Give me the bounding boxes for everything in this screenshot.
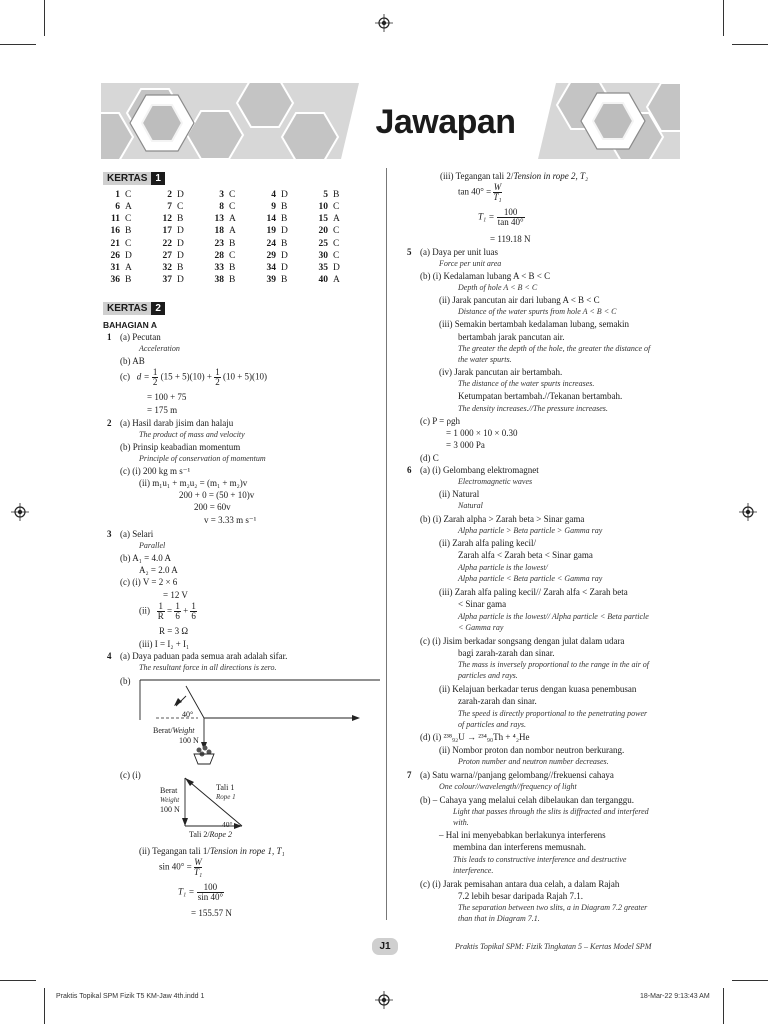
fraction [190, 602, 197, 621]
answer-line: (b) [120, 676, 131, 686]
equation-term: (15 + 5)(10) + [160, 371, 212, 382]
answer-row [103, 213, 363, 225]
answer-line: A₂ = 2.0 A [139, 565, 178, 575]
answer-line: = 119.18 N [490, 234, 531, 244]
answer-number: 4 [271, 190, 276, 200]
answer-letter: D [281, 250, 288, 261]
answer-row [103, 274, 363, 286]
answer-line: v = 3.33 m s⁻¹ [204, 515, 257, 525]
answer-line: (c) (i) [120, 770, 141, 780]
answer-line: (b) (i) Kedalaman lubang A < B < C [420, 271, 551, 281]
answer-letter: B [177, 262, 184, 273]
answer-text: (ii) Tegangan tali 1/ [139, 846, 210, 856]
answer-line [440, 171, 588, 183]
answer-letter: B [229, 262, 236, 273]
file-info: Praktis Topikal SPM Fizik T5 KM-Jaw 4th.indd 1 [56, 993, 205, 1000]
answer-number: 30 [318, 250, 328, 261]
fraction [174, 602, 181, 621]
answer-symbol: T₁ [276, 846, 285, 856]
timestamp: 18-Mar-22 9:13:43 AM [640, 993, 710, 1000]
answer-line: < Sinar gama [458, 599, 507, 609]
registration-mark-icon [11, 503, 29, 521]
answer-number: 29 [266, 250, 276, 261]
crop-mark [723, 988, 724, 1024]
answer-translation: particles and rays. [458, 671, 518, 680]
equation-term: sin 40° = [159, 861, 192, 872]
answer-number: 18 [214, 226, 224, 237]
answer-translation: One colour//wavelength//frequency of light [439, 782, 577, 791]
answer-number: 27 [162, 250, 172, 261]
answer-number: 8 [219, 202, 224, 213]
crop-mark [44, 988, 45, 1024]
kertas-2-label [103, 302, 165, 315]
answer-number: 20 [318, 226, 328, 237]
answer-line: (b) AB [120, 356, 145, 366]
answer-line: (c) (i) V = 2 × 6 [120, 577, 178, 587]
answer-number: 24 [266, 238, 276, 249]
answer-translation: < Gamma ray [458, 623, 504, 632]
answer-line: zarah-zarah dan sinar. [458, 696, 537, 706]
answer-line: (d) C [420, 453, 439, 463]
angle-label: 40° [182, 710, 194, 719]
answer-line: = 155.57 N [191, 908, 232, 918]
answer-number: 1 [115, 190, 120, 200]
answer-line: (ii) m₁u₁ + m₂u₂ = (m₁ + m₂)v [139, 478, 248, 488]
answer-row [103, 189, 363, 201]
answer-line [478, 208, 525, 227]
answer-number: 16 [110, 226, 120, 237]
answer-letter: B [229, 238, 236, 249]
crop-mark [732, 44, 768, 45]
answer-letter: C [229, 250, 236, 261]
weight-label-en: Weight [172, 726, 195, 735]
answer-translation: Alpha particle < Beta particle < Gamma ray [458, 574, 603, 583]
answer-row [103, 262, 363, 274]
equation-term: T₁ = [178, 886, 195, 897]
question-number: 1 [107, 332, 112, 342]
answer-translation: This leads to constructive interference and destructive [453, 855, 627, 864]
answer-number: 12 [162, 214, 172, 225]
question-number: 6 [407, 465, 412, 475]
answer-line [139, 846, 285, 858]
answer-letter: A [229, 226, 236, 237]
fraction [194, 858, 202, 877]
triangle-weight-en: Weight [160, 796, 180, 804]
answer-number: 40 [318, 275, 328, 286]
answer-number: 6 [115, 202, 120, 213]
answer-letter: B [281, 214, 288, 225]
page-number-badge: J1 [372, 938, 398, 955]
answer-row [103, 225, 363, 237]
numerator: 100 [197, 883, 224, 893]
denominator: T₁ [493, 192, 502, 202]
registration-mark-icon [375, 14, 393, 32]
rope-2-en: Rope 2 [209, 830, 232, 839]
answer-translation: Acceleration [139, 344, 180, 353]
answer-letter: D [281, 190, 288, 200]
answer-translation: Alpha particle > Beta particle > Gamma ray [458, 526, 603, 535]
answer-line: (ii) Natural [439, 489, 480, 499]
answer-letter: C [177, 202, 184, 213]
answer-translation: with. [453, 818, 469, 827]
answer-translation: The speed is directly proportional to the penetrating power [458, 709, 648, 718]
answer-line: (d) (i) ²³⁸₉₂U → ²³⁴₉₀Th + ⁴₂He [420, 732, 530, 742]
numerator: 1 [175, 601, 180, 611]
answer-letter: D [177, 190, 184, 200]
numerator: W [493, 182, 502, 192]
numerator: 1 [158, 601, 163, 611]
answer-letter: C [333, 226, 340, 237]
answer-number: 2 [167, 190, 172, 200]
answer-letter: D [333, 262, 340, 273]
answer-line: Ketumpatan bertambah.//Tekanan bertambah. [458, 391, 623, 401]
answer-letter: C [333, 250, 340, 261]
answer-letter: C [229, 202, 236, 213]
weight-label [153, 726, 194, 736]
answer-number: 26 [110, 250, 120, 261]
rope-2-label [189, 830, 232, 840]
answer-letter: C [125, 190, 132, 200]
answer-translation: Alpha particle is the lowest// Alpha particle < Beta particle [458, 612, 649, 621]
answer-symbol: T₂ [580, 171, 589, 181]
answer-letter: B [177, 214, 184, 225]
fraction [197, 883, 224, 902]
answer-number: 33 [214, 262, 224, 273]
kertas-1-text: KERTAS [103, 172, 151, 185]
answer-number: 25 [318, 238, 328, 249]
answer-translation: The density increases.//The pressure increases. [458, 404, 608, 413]
answer-line: membina dan interferens memusnah. [453, 842, 586, 852]
answer-line: (b) A₁ = 4.0 A [120, 553, 171, 563]
denominator: R [157, 611, 164, 621]
answer-letter: A [333, 214, 340, 225]
numerator: 100 [497, 208, 525, 218]
answer-number: 7 [167, 202, 172, 213]
answer-number: 32 [162, 262, 172, 273]
answer-letter: B [281, 202, 288, 213]
answer-number: 31 [110, 262, 120, 273]
answer-number: 15 [318, 214, 328, 225]
answer-letter: A [125, 262, 132, 273]
answer-number: 35 [318, 262, 328, 273]
kertas-2-text: KERTAS [103, 302, 151, 315]
answer-number: 19 [266, 226, 276, 237]
kertas-2-number: 2 [151, 302, 165, 315]
crop-mark [0, 980, 36, 981]
answer-translation: The greater the depth of the hole, the greater the distance of [458, 344, 651, 353]
numerator: 1 [215, 367, 220, 377]
answer-line: = 12 V [163, 590, 188, 600]
answer-letter: C [333, 202, 340, 213]
answer-translation: Tension in rope 2, [513, 171, 578, 181]
answer-letter: D [177, 275, 184, 286]
answer-line: (c) (i) Jarak pemisahan antara dua celah, a dalam Rajah [420, 879, 620, 889]
answer-line [458, 183, 502, 202]
answer-translation: Principle of conservation of momentum [139, 454, 266, 463]
answer-letter: D [177, 238, 184, 249]
answer-line: (ii) $\frac{1}{R}$ = $\frac{1}{6}$ + $\frac{1}{6}$ [139, 601, 196, 621]
answer-line: Zarah alfa < Zarah beta < Sinar gama [458, 550, 593, 560]
answer-line [120, 368, 267, 387]
answer-translation: the water spurts. [458, 355, 512, 364]
fraction [152, 368, 159, 387]
answer-translation: Alpha particle is the lowest/ [458, 563, 548, 572]
answer-translation: Parallel [139, 541, 166, 550]
answer-letter: A [333, 275, 340, 286]
fraction [157, 602, 165, 621]
answer-line: (iii) Semakin bertambah kedalaman lubang, semakin [439, 319, 629, 329]
answer-row [103, 238, 363, 250]
answer-number: 3 [219, 190, 224, 200]
answer-text: (iii) Tegangan tali 2/ [440, 171, 514, 181]
answer-line: (a) Daya paduan pada semua arah adalah sifar. [120, 651, 288, 661]
registration-mark-icon [739, 503, 757, 521]
answer-translation: Light that passes through the slits is diffracted and interfered [453, 807, 649, 816]
part-label: (c) [120, 371, 130, 382]
answer-number: 17 [162, 226, 172, 237]
numerator: W [194, 857, 202, 867]
triangle-force-label: 100 N [160, 805, 180, 814]
answer-number: 21 [110, 238, 120, 249]
answer-letter: C [229, 190, 236, 200]
answer-translation: interference. [453, 866, 494, 875]
weight-label-ms: Berat/ [153, 726, 173, 735]
answer-number: 11 [111, 214, 120, 225]
triangle-weight-label: Berat [160, 786, 178, 795]
answer-number: 34 [266, 262, 276, 273]
answer-line: = 1 000 × 10 × 0.30 [446, 428, 518, 438]
answer-line: (a) Daya per unit luas [420, 247, 498, 257]
crop-mark [732, 980, 768, 981]
answer-row [103, 250, 363, 262]
answer-translation: The product of mass and velocity [139, 430, 245, 439]
answer-line [178, 883, 224, 902]
answer-line: R = 3 Ω [159, 626, 189, 636]
answer-letter: D [177, 226, 184, 237]
answer-number: 39 [266, 275, 276, 286]
answer-line: (ii) Zarah alfa paling kecil/ [439, 538, 536, 548]
answer-line: 200 + 0 = (50 + 10)v [179, 490, 255, 500]
answer-line: (iii) I = I₂ + I₁ [139, 639, 190, 649]
answer-line: (b) – Cahaya yang melalui celah dibelaukan dan terganggu. [420, 795, 635, 805]
question-number: 2 [107, 418, 112, 428]
answer-letter: D [177, 250, 184, 261]
answer-letter: D [281, 226, 288, 237]
crop-mark [44, 0, 45, 36]
answer-line [159, 858, 202, 877]
answer-line: bagi zarah-zarah dan sinar. [458, 648, 555, 658]
fraction [493, 183, 501, 202]
rope-1-en: Rope 1 [216, 793, 236, 801]
fraction [214, 368, 221, 387]
fraction [497, 208, 525, 227]
answer-translation: of particles and rays. [458, 720, 526, 729]
answer-letter: D [125, 250, 132, 261]
numerator: 1 [191, 601, 196, 611]
answer-letter: A [125, 202, 132, 213]
numerator: 1 [152, 367, 158, 377]
answer-letter: B [125, 226, 132, 237]
answer-letter: B [229, 275, 236, 286]
section-heading: BAHAGIAN A [103, 320, 157, 330]
answer-translation: Depth of hole A < B < C [458, 283, 538, 292]
denominator: 2 [152, 377, 158, 387]
answer-row [103, 201, 363, 213]
denominator: 2 [215, 377, 220, 387]
crop-mark [0, 44, 36, 45]
answer-line: 7.2 lebih besar daripada Rajah 7.1. [458, 891, 583, 901]
answer-translation: than that in Diagram 7.1. [458, 914, 540, 923]
triangle-angle-label: 40° [222, 820, 233, 829]
answer-letter: B [333, 190, 340, 200]
weight-basket-icon [194, 746, 214, 765]
answer-letter: C [125, 238, 132, 249]
question-number: 4 [107, 651, 112, 661]
rope-2-ms: Tali 2/ [189, 830, 210, 839]
page-title: Jawapan [375, 103, 516, 141]
equation-term: (10 + 5)(10) [222, 371, 268, 382]
answer-letter: B [281, 275, 288, 286]
force-diagram-4b [138, 676, 383, 768]
answer-letter: D [281, 262, 288, 273]
question-number: 7 [407, 770, 412, 780]
denominator: sin 40° [197, 892, 224, 902]
denominator: 6 [175, 611, 180, 621]
answer-line: (a) Selari [120, 529, 154, 539]
title-banner [101, 83, 680, 159]
rope-1-label: Tali 1 [216, 783, 235, 792]
question-number: 5 [407, 247, 412, 257]
answer-translation: The resultant force in all directions is zero. [139, 663, 277, 672]
answer-line: = 175 m [147, 405, 178, 415]
answer-line: – Hal ini menyebabkan berlakunya interferens [439, 830, 606, 840]
answer-translation: The distance of the water spurts increases. [458, 379, 595, 388]
answer-letter: B [281, 238, 288, 249]
answer-line: = 3 000 Pa [446, 440, 485, 450]
answer-line: (iv) Jarak pancutan air bertambah. [439, 367, 563, 377]
part-label: (ii) [139, 605, 150, 616]
denominator: 6 [191, 611, 196, 621]
question-number: 3 [107, 529, 112, 539]
answer-translation: Tension in rope 1, [209, 846, 275, 856]
force-triangle-diagram [180, 774, 248, 832]
answer-letter: C [333, 238, 340, 249]
answer-number: 37 [162, 275, 172, 286]
equation-term: T₁ = [478, 211, 495, 222]
answer-number: 36 [110, 275, 120, 286]
answer-number: 13 [214, 214, 224, 225]
answer-line: (a) Hasil darab jisim dan halaju [120, 418, 234, 428]
answer-table [103, 189, 363, 286]
answer-line: (c) P = ρgh [420, 416, 460, 426]
answer-number: 28 [214, 250, 224, 261]
equation-term: d = [136, 371, 150, 382]
answer-translation: The separation between two slits, a in Diagram 7.2 greater [458, 903, 648, 912]
answer-translation: The mass is inversely proportional to the range in the air of [458, 660, 650, 669]
answer-translation: Natural [458, 501, 483, 510]
answer-line: 200 = 60v [194, 502, 231, 512]
kertas-1-number: 1 [151, 172, 165, 185]
answer-line: (iii) Zarah alfa paling kecil// Zarah alfa < Zarah beta [439, 587, 628, 597]
crop-mark [723, 0, 724, 36]
answer-line: (c) (i) Jisim berkadar songsang dengan julat dalam udara [420, 636, 625, 646]
kertas-1-label [103, 172, 165, 185]
answer-line: (b) (i) Zarah alpha > Zarah beta > Sinar gama [420, 514, 585, 524]
denominator: tan 40° [497, 217, 524, 227]
answer-line: (ii) Jarak pancutan air dari lubang A < B < C [439, 295, 600, 305]
answer-number: 9 [271, 202, 276, 213]
answer-translation: Force per unit area [439, 259, 502, 268]
answer-line: (a) Pecutan [120, 332, 161, 342]
equation-term: tan 40° = [458, 186, 492, 197]
registration-mark-icon [375, 991, 393, 1009]
answer-letter: B [125, 275, 132, 286]
answer-translation: Electromagnetic waves [458, 477, 533, 486]
force-label: 100 N [179, 736, 199, 745]
answer-line: (a) Satu warna//panjang gelombang//frekuensi cahaya [420, 770, 614, 780]
answer-number: 14 [266, 214, 276, 225]
answer-line: (ii) Kelajuan berkadar terus dengan kuasa penembusan [439, 684, 637, 694]
answer-line: (ii) Nombor proton dan nombor neutron berkurang. [439, 745, 625, 755]
column-divider [386, 168, 387, 920]
answer-line: (c) (i) 200 kg m s⁻¹ [120, 466, 191, 476]
answer-line: = 100 + 75 [147, 392, 187, 402]
answer-line: (b) Prinsip keabadian momentum [120, 442, 241, 452]
denominator: T₁ [193, 867, 203, 877]
answer-number: 38 [214, 275, 224, 286]
answer-number: 22 [162, 238, 172, 249]
book-title: Praktis Topikal SPM: Fizik Tingkatan 5 – Kertas Model SPM [455, 942, 652, 951]
answer-number: 5 [323, 190, 328, 200]
answer-translation: Distance of the water spurts from hole A < B < C [458, 307, 617, 316]
answer-number: 10 [318, 202, 328, 213]
answer-letter: A [229, 214, 236, 225]
answer-line: (a) (i) Gelombang elektromagnet [420, 465, 539, 475]
answer-translation: Proton number and neutron number decreases. [458, 757, 609, 766]
answer-number: 23 [214, 238, 224, 249]
answer-line: bertambah jarak pancutan air. [458, 332, 565, 342]
answer-letter: C [125, 214, 132, 225]
